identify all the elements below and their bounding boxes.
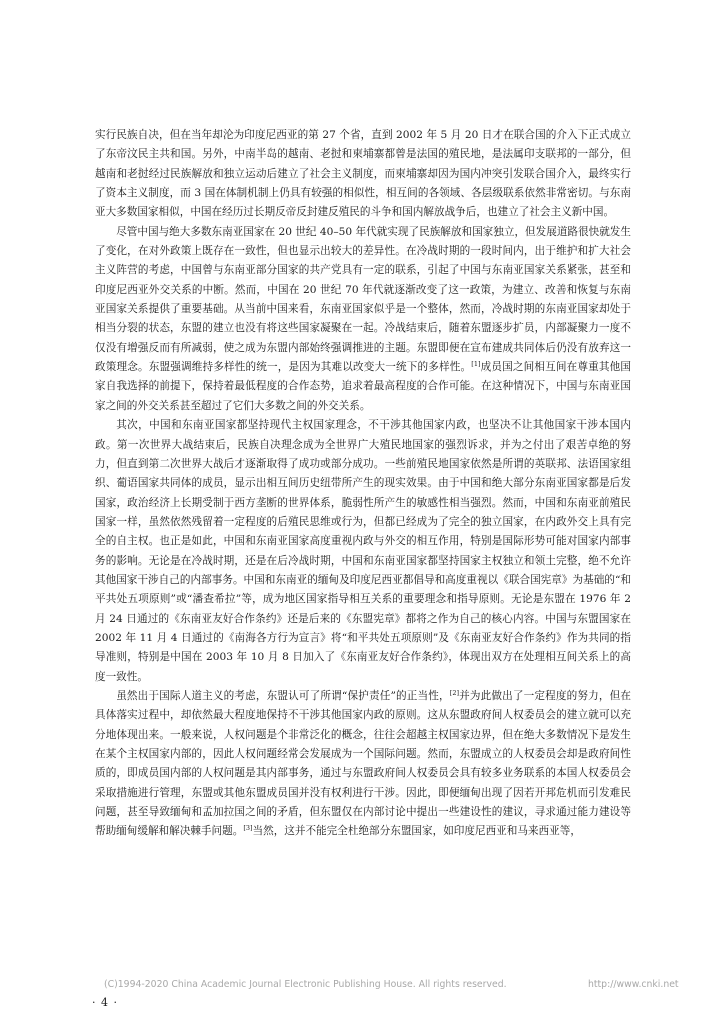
body-paragraph (95, 223, 631, 416)
paragraph-text: 并为此做出了一定程度的努力，但在具体落实过程中，却依然最大程度地保持不干涉其他国家内政的原则。这从东盟政府间人权委员会的建立就可以充分地体现出来。一般来说，人权问题是个非常泛化的概念，往往会超越主权国家边界，但在绝大多数情况下是发生在某个主权国家内部的，因此人权问题经常会发展成为一个国际问题。然而，东盟成立的人权委员会却是政府间性质的，即成员国内部的人权问题是其内部事务，通过与东盟政府间人权委员会具有较多业务联系的本国人权委员会采取措施进行管理，东盟或其他东盟成员国并没有权利进行干涉。因此，即便缅甸出现了因若开邦危机而引发难民问题，甚至导致缅甸和孟加拉国之间的矛盾，但东盟仅在内部讨论中提出一些建设性的建议，寻求通过能力建设等帮助缅甸缓解和解决棘手问题。 (95, 689, 631, 838)
paragraph-text: 虽然出于国际人道主义的考虑，东盟认可了所谓“保护责任”的正当性， (116, 689, 450, 702)
watermark-copyright-text: (C)1994-2020 China Academic Journal Electronic Publishing House. All rights reserved. (104, 979, 507, 990)
body-paragraph (95, 687, 631, 842)
page-number: · 4 · (92, 996, 118, 1009)
paragraph-text: 当然，这并不能完全杜绝部分东盟国家，如印度尼西亚和马来西亚等， (252, 825, 581, 838)
body-paragraph (95, 416, 631, 687)
paragraph-text: 其次，中国和东南亚国家都坚持现代主权国家理念，不干涉其他国家内政，也坚决不让其他国家干涉本国内政。第一次世界大战结束后，民族自决理念成为全世界广大殖民地国家的强烈诉求，并为之付出了艰苦卓绝的努力，但直到第二次世界大战后才逐渐取得了成功或部分成功。一些前殖民地国家依然是所谓的英联邦、法语国家组织、葡语国家共同体的成员，显示出相互间历史纽带所产生的现实效果。由于中国和绝大部分东南亚国家都是后发国家，政治经济上长期受制于西方垄断的世界体系，脆弱性所产生的敏感性相当强烈。然而，中国和东南亚前殖民国家一样，虽然依然残留着一定程度的后殖民思维或行为，但都已经成为了完全的独立国家，在内政外交上具有完全的自主权。也正是如此，中国和东南亚国家高度重视内政与外交的相互作用，特别是国际形势可能对国家内部事务的影响。无论是在冷战时期，还是在后冷战时期，中国和东南亚国家都坚持国家主权独立和领土完整，绝不允许其他国家干涉自己的内部事务。中国和东南亚的缅甸及印度尼西亚都倡导和高度重视以《联合国宪章》为基础的“和平共处五项原则”或“潘查希拉”等，成为地区国家指导相互关系的重要理念和指导原则。无论是东盟在 1976 年 2 月 24 日通过的《东南亚友好合作条约》还是后来的《东盟宪章》都将之作为自己的核心内容。中国与东盟国家在 2002 年 11 月 4 日通过的《南海各方行为宣言》将“和平共处五项原则”及《东南亚友好合作条约》作为共同的指导准则，特别是中国在 2003 年 10 月 8 日加入了《东南亚友好合作条约》，体现出双方在处理相互间关系上的高度一致性。 (95, 419, 631, 683)
watermark-url: http://www.cnki.net (588, 979, 679, 990)
paragraph-text: 成员国之间相互间在尊重其他国家自我选择的前提下，保持着最低程度的合作态势，追求着最高程度的合作可能。在这种情况下，中国与东南亚国家之间的外交关系甚至超过了它们大多数之间的外交关系。 (95, 361, 632, 412)
paragraph-text: 实行民族自决，但在当年却沦为印度尼西亚的第 27 个省，直到 2002 年 5 月 20 日才在联合国的介入下正式成立了东帝汶民主共和国。另外，中南半岛的越南、老挝和柬埔寨都曾是法国的殖民地，是法属印支联邦的一部分，但越南和老挝经过民族解放和独立运动后建立了社会主义制度，而柬埔寨却因为国内冲突引发联合国介入，最终实行了资本主义制度，而 3 国在体制机制上仍具有较强的相似性，相互间的各领域、各层级联系依然非常密切。与东南亚大多数国家相似，中国在经历过长期反帝反封建反殖民的斗争和国内解放战争后，也建立了社会主义新中国。 (95, 129, 631, 219)
paragraph-text: 尽管中国与绝大多数东南亚国家在 20 世纪 40–50 年代就实现了民族解放和国家独立，但发展道路很快就发生了变化，在对外政策上既存在一致性，但也显示出较大的差异性。在冷战时期的一段时间内，出于维护和扩大社会主义阵营的考虑，中国曾与东南亚部分国家的共产党具有一定的联系，引起了中国与东南亚国家关系紧张，甚至和印度尼西亚外交关系的中断。然而，中国在 20 世纪 70 年代就逐渐改变了这一政策，为建立、改善和恢复与东南亚国家关系提供了重要基础。从当前中国来看，东南亚国家似乎是一个整体，然而，冷战时期的东南亚国家却处于相当分裂的状态，东盟的建立也没有将这些国家凝聚在一起。冷战结束后，随着东盟逐步扩员，内部凝聚力一度不仅没有增强反而有所减弱，使之成为东盟内部始终强调推进的主题。东盟即便在宣布建成共同体后仍没有放弃这一政策理念。东盟强调维持多样性的统一，是因为其难以改变大一统下的多样性。 (95, 225, 631, 374)
copyright-watermark (104, 979, 679, 990)
citation-mark: [3] (243, 824, 253, 833)
citation-mark: [2] (449, 688, 460, 697)
body-paragraph (95, 126, 631, 223)
article-body (95, 126, 631, 842)
citation-mark: [1] (471, 360, 481, 369)
